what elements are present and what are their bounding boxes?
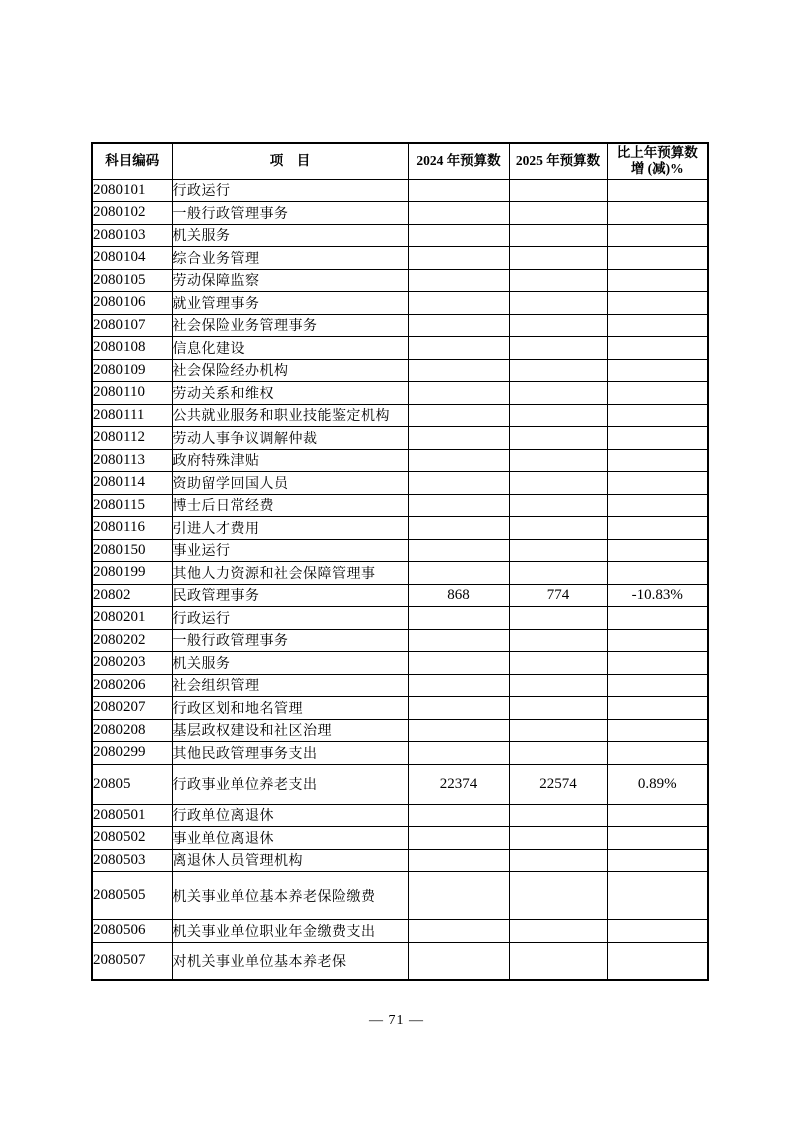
change-cell <box>607 719 708 742</box>
code-cell: 2080108 <box>92 337 172 360</box>
budget-2025-cell: 774 <box>509 584 607 607</box>
budget-2024-cell <box>408 607 509 630</box>
code-cell: 2080199 <box>92 562 172 585</box>
change-cell: 0.89% <box>607 764 708 804</box>
code-cell: 2080507 <box>92 942 172 980</box>
header-row <box>92 143 708 179</box>
budget-2024-cell <box>408 920 509 943</box>
header-code: 科目编码 <box>92 143 172 179</box>
table-row <box>92 804 708 827</box>
code-cell: 2080299 <box>92 742 172 765</box>
code-cell: 2080203 <box>92 652 172 675</box>
item-cell: 社会保险经办机构 <box>172 359 408 382</box>
budget-2024-cell <box>408 517 509 540</box>
change-cell <box>607 697 708 720</box>
code-cell: 20805 <box>92 764 172 804</box>
change-cell <box>607 472 708 495</box>
code-cell: 2080115 <box>92 494 172 517</box>
code-cell: 2080101 <box>92 179 172 202</box>
budget-2024-cell <box>408 269 509 292</box>
change-cell <box>607 494 708 517</box>
table-row <box>92 449 708 472</box>
budget-2025-cell <box>509 562 607 585</box>
budget-2024-cell <box>408 292 509 315</box>
budget-2024-cell <box>408 427 509 450</box>
budget-2025-cell <box>509 314 607 337</box>
budget-2025-cell <box>509 382 607 405</box>
table-row <box>92 314 708 337</box>
item-cell: 劳动人事争议调解仲裁 <box>172 427 408 450</box>
page-number: — 71 — <box>369 1013 424 1028</box>
budget-2025-cell <box>509 179 607 202</box>
table-row <box>92 872 708 920</box>
table-row <box>92 359 708 382</box>
item-cell: 一般行政管理事务 <box>172 629 408 652</box>
budget-2025-cell <box>509 269 607 292</box>
change-cell <box>607 539 708 562</box>
code-cell: 2080104 <box>92 247 172 270</box>
table-row <box>92 494 708 517</box>
header-change-line2: 增 (减)% <box>630 161 684 177</box>
table-row <box>92 224 708 247</box>
code-cell: 2080501 <box>92 804 172 827</box>
table-row <box>92 179 708 202</box>
code-cell: 2080207 <box>92 697 172 720</box>
table-row <box>92 942 708 980</box>
code-cell: 2080503 <box>92 849 172 872</box>
budget-2025-cell <box>509 872 607 920</box>
budget-2024-cell <box>408 202 509 225</box>
item-cell: 事业运行 <box>172 539 408 562</box>
budget-2025-cell <box>509 404 607 427</box>
item-cell: 劳动关系和维权 <box>172 382 408 405</box>
budget-2024-cell <box>408 382 509 405</box>
code-cell: 2080105 <box>92 269 172 292</box>
table-row <box>92 337 708 360</box>
budget-2025-cell <box>509 652 607 675</box>
header-change <box>607 143 708 179</box>
item-cell: 就业管理事务 <box>172 292 408 315</box>
budget-2024-cell <box>408 449 509 472</box>
code-cell: 20802 <box>92 584 172 607</box>
item-cell: 机关服务 <box>172 652 408 675</box>
budget-2025-cell <box>509 827 607 850</box>
item-cell: 公共就业服务和职业技能鉴定机构 <box>172 404 408 427</box>
code-cell: 2080110 <box>92 382 172 405</box>
table-row <box>92 292 708 315</box>
table-row <box>92 584 708 607</box>
budget-2025-cell <box>509 804 607 827</box>
change-cell <box>607 247 708 270</box>
change-cell <box>607 920 708 943</box>
item-cell: 事业单位离退休 <box>172 827 408 850</box>
code-cell: 2080201 <box>92 607 172 630</box>
budget-2025-cell <box>509 539 607 562</box>
budget-2024-cell <box>408 314 509 337</box>
change-cell <box>607 202 708 225</box>
change-cell <box>607 562 708 585</box>
table-row <box>92 697 708 720</box>
budget-2024-cell <box>408 652 509 675</box>
item-cell: 资助留学回国人员 <box>172 472 408 495</box>
item-cell: 其他民政管理事务支出 <box>172 742 408 765</box>
budget-2024-cell <box>408 494 509 517</box>
code-cell: 2080150 <box>92 539 172 562</box>
header-budget-2025: 2025 年预算数 <box>509 143 607 179</box>
table-row <box>92 517 708 540</box>
table-row <box>92 404 708 427</box>
budget-2024-cell <box>408 337 509 360</box>
budget-2025-cell <box>509 337 607 360</box>
table-row <box>92 629 708 652</box>
budget-2025-cell <box>509 359 607 382</box>
item-cell: 行政运行 <box>172 607 408 630</box>
budget-2025-cell <box>509 247 607 270</box>
code-cell: 2080505 <box>92 872 172 920</box>
table-row <box>92 247 708 270</box>
code-cell: 2080113 <box>92 449 172 472</box>
code-cell: 2080112 <box>92 427 172 450</box>
item-cell: 政府特殊津贴 <box>172 449 408 472</box>
budget-2024-cell <box>408 827 509 850</box>
item-cell: 行政区划和地名管理 <box>172 697 408 720</box>
change-cell <box>607 849 708 872</box>
item-cell: 对机关事业单位基本养老保 <box>172 942 408 980</box>
table-row <box>92 742 708 765</box>
budget-2025-cell <box>509 674 607 697</box>
budget-2025-cell <box>509 427 607 450</box>
budget-2025-cell <box>509 494 607 517</box>
table-row <box>92 269 708 292</box>
table-row <box>92 202 708 225</box>
budget-2025-cell <box>509 942 607 980</box>
change-cell <box>607 742 708 765</box>
item-cell: 行政运行 <box>172 179 408 202</box>
budget-2025-cell <box>509 742 607 765</box>
item-cell: 行政单位离退休 <box>172 804 408 827</box>
item-cell: 社会保险业务管理事务 <box>172 314 408 337</box>
budget-table-header <box>92 143 708 179</box>
budget-2024-cell <box>408 942 509 980</box>
budget-2024-cell <box>408 849 509 872</box>
code-cell: 2080114 <box>92 472 172 495</box>
budget-2024-cell <box>408 697 509 720</box>
change-cell <box>607 404 708 427</box>
header-budget-2024: 2024 年预算数 <box>408 143 509 179</box>
table-row <box>92 719 708 742</box>
item-cell: 民政管理事务 <box>172 584 408 607</box>
code-cell: 2080103 <box>92 224 172 247</box>
budget-2025-cell <box>509 292 607 315</box>
change-cell <box>607 674 708 697</box>
budget-2025-cell <box>509 517 607 540</box>
budget-table-body <box>92 179 708 980</box>
header-item: 项 目 <box>172 143 408 179</box>
budget-2025-cell: 22574 <box>509 764 607 804</box>
change-cell: -10.83% <box>607 584 708 607</box>
budget-2025-cell <box>509 449 607 472</box>
code-cell: 2080106 <box>92 292 172 315</box>
budget-2024-cell <box>408 804 509 827</box>
code-cell: 2080107 <box>92 314 172 337</box>
budget-2024-cell <box>408 247 509 270</box>
change-cell <box>607 872 708 920</box>
item-cell: 其他人力资源和社会保障管理事 <box>172 562 408 585</box>
item-cell: 劳动保障监察 <box>172 269 408 292</box>
table-row <box>92 652 708 675</box>
table-row <box>92 764 708 804</box>
table-row <box>92 382 708 405</box>
item-cell: 引进人才费用 <box>172 517 408 540</box>
budget-2024-cell <box>408 629 509 652</box>
code-cell: 2080111 <box>92 404 172 427</box>
budget-2025-cell <box>509 920 607 943</box>
code-cell: 2080206 <box>92 674 172 697</box>
change-cell <box>607 942 708 980</box>
budget-2024-cell: 22374 <box>408 764 509 804</box>
change-cell <box>607 449 708 472</box>
change-cell <box>607 269 708 292</box>
budget-2024-cell <box>408 539 509 562</box>
change-cell <box>607 179 708 202</box>
change-cell <box>607 804 708 827</box>
change-cell <box>607 827 708 850</box>
code-cell: 2080208 <box>92 719 172 742</box>
table-row <box>92 562 708 585</box>
budget-2024-cell <box>408 674 509 697</box>
item-cell: 信息化建设 <box>172 337 408 360</box>
item-cell: 机关事业单位职业年金缴费支出 <box>172 920 408 943</box>
budget-2024-cell <box>408 742 509 765</box>
item-cell: 综合业务管理 <box>172 247 408 270</box>
change-cell <box>607 292 708 315</box>
table-row <box>92 920 708 943</box>
change-cell <box>607 607 708 630</box>
table-row <box>92 427 708 450</box>
table-row <box>92 539 708 562</box>
budget-2024-cell <box>408 359 509 382</box>
code-cell: 2080109 <box>92 359 172 382</box>
item-cell: 离退休人员管理机构 <box>172 849 408 872</box>
budget-2024-cell: 868 <box>408 584 509 607</box>
budget-2024-cell <box>408 472 509 495</box>
budget-2025-cell <box>509 849 607 872</box>
code-cell: 2080116 <box>92 517 172 540</box>
item-cell: 机关服务 <box>172 224 408 247</box>
budget-2025-cell <box>509 697 607 720</box>
change-cell <box>607 517 708 540</box>
budget-2025-cell <box>509 224 607 247</box>
item-cell: 博士后日常经费 <box>172 494 408 517</box>
budget-2024-cell <box>408 562 509 585</box>
code-cell: 2080202 <box>92 629 172 652</box>
budget-2024-cell <box>408 719 509 742</box>
change-cell <box>607 314 708 337</box>
item-cell: 社会组织管理 <box>172 674 408 697</box>
budget-2025-cell <box>509 607 607 630</box>
budget-table <box>91 142 709 981</box>
budget-2024-cell <box>408 872 509 920</box>
header-change-line1: 比上年预算数 <box>616 145 698 161</box>
table-row <box>92 674 708 697</box>
budget-2025-cell <box>509 202 607 225</box>
table-row <box>92 827 708 850</box>
budget-2024-cell <box>408 404 509 427</box>
table-row <box>92 472 708 495</box>
table-row <box>92 607 708 630</box>
change-cell <box>607 427 708 450</box>
code-cell: 2080502 <box>92 827 172 850</box>
item-cell: 一般行政管理事务 <box>172 202 408 225</box>
budget-2024-cell <box>408 224 509 247</box>
change-cell <box>607 652 708 675</box>
item-cell: 行政事业单位养老支出 <box>172 764 408 804</box>
code-cell: 2080506 <box>92 920 172 943</box>
item-cell: 机关事业单位基本养老保险缴费 <box>172 872 408 920</box>
change-cell <box>607 337 708 360</box>
budget-2025-cell <box>509 719 607 742</box>
budget-2025-cell <box>509 472 607 495</box>
code-cell: 2080102 <box>92 202 172 225</box>
budget-2025-cell <box>509 629 607 652</box>
budget-2024-cell <box>408 179 509 202</box>
table-row <box>92 849 708 872</box>
change-cell <box>607 359 708 382</box>
change-cell <box>607 382 708 405</box>
change-cell <box>607 629 708 652</box>
item-cell: 基层政权建设和社区治理 <box>172 719 408 742</box>
change-cell <box>607 224 708 247</box>
